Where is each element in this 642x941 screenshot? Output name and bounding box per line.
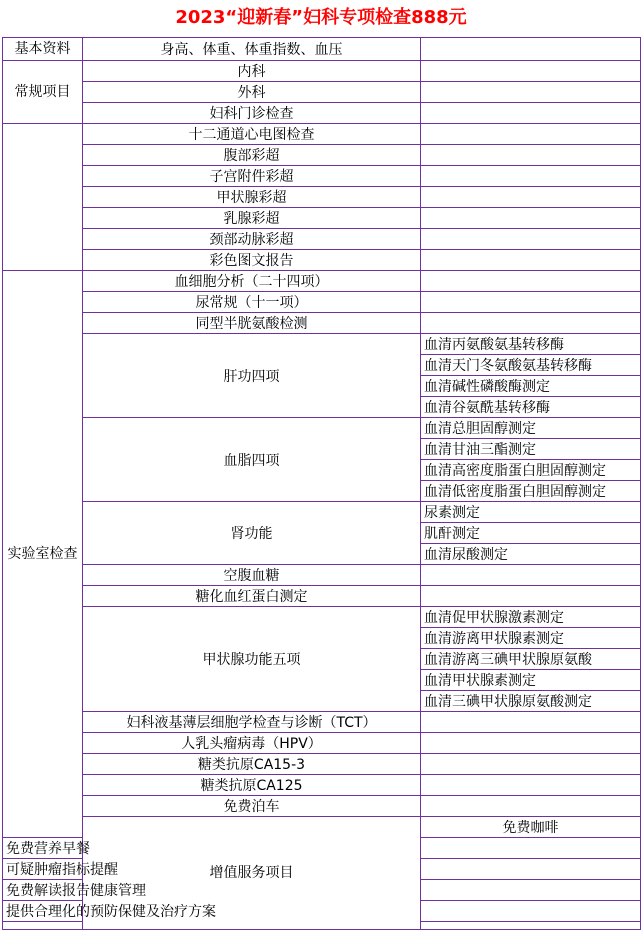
item-ca125: 糖类抗原CA125 <box>83 775 421 796</box>
item-free-breakfast: 免费营养早餐 <box>3 838 83 859</box>
table-row <box>3 124 641 145</box>
table-row <box>3 145 641 166</box>
item-report-interpretation: 免费解读报告健康管理 <box>3 880 83 901</box>
table-row <box>3 313 641 334</box>
table-row <box>3 229 641 250</box>
table-row <box>3 334 641 355</box>
item-fasting-glucose: 空腹血糖 <box>83 565 421 586</box>
detail-alt: 血清丙氨酸氨基转移酶 <box>421 334 641 355</box>
detail-uric-acid: 血清尿酸测定 <box>421 544 641 565</box>
detail-empty <box>421 82 641 103</box>
table-row <box>3 250 641 271</box>
table-row <box>3 418 641 439</box>
category-imaging <box>3 124 83 271</box>
detail-alp: 血清碱性磷酸酶测定 <box>421 376 641 397</box>
table-row <box>3 82 641 103</box>
detail-empty <box>421 250 641 271</box>
detail-empty <box>421 292 641 313</box>
detail-empty <box>421 796 641 817</box>
item-carotid-ultrasound: 颈部动脉彩超 <box>83 229 421 250</box>
detail-empty <box>421 565 641 586</box>
item-homocysteine: 同型半胱氨酸检测 <box>83 313 421 334</box>
detail-ft4: 血清游离甲状腺素测定 <box>421 628 641 649</box>
detail-empty <box>421 586 641 607</box>
item-uterus-ultrasound: 子宫附件彩超 <box>83 166 421 187</box>
detail-ldl: 血清低密度脂蛋白胆固醇测定 <box>421 481 641 502</box>
item-abdominal-ultrasound: 腹部彩超 <box>83 145 421 166</box>
detail-empty <box>421 901 641 922</box>
item-thyroid-ultrasound: 甲状腺彩超 <box>83 187 421 208</box>
table-row <box>3 187 641 208</box>
detail-t4: 血清甲状腺素测定 <box>421 670 641 691</box>
detail-empty <box>421 103 641 124</box>
checkup-table <box>2 37 641 930</box>
item-kidney-function: 肾功能 <box>83 502 421 565</box>
detail-empty <box>421 38 641 61</box>
item-breast-ultrasound: 乳腺彩超 <box>83 208 421 229</box>
page-title: 2023“迎新春”妇科专项检查888元 <box>175 7 467 28</box>
item-surgery: 外科 <box>83 82 421 103</box>
detail-empty <box>421 145 641 166</box>
item-color-report: 彩色图文报告 <box>83 250 421 271</box>
item-prevention-plan: 提供合理化的预防保健及治疗方案 <box>3 901 83 922</box>
item-gyn-clinic: 妇科门诊检查 <box>83 103 421 124</box>
item-basic-measurements: 身高、体重、体重指数、血压 <box>83 38 421 61</box>
table-row <box>3 208 641 229</box>
item-hba1c: 糖化血红蛋白测定 <box>83 586 421 607</box>
detail-empty <box>421 124 641 145</box>
item-tct: 妇科液基薄层细胞学检查与诊断（TCT） <box>83 712 421 733</box>
item-thyroid-function: 甲状腺功能五项 <box>83 607 421 712</box>
table-row <box>3 38 641 61</box>
detail-empty <box>421 775 641 796</box>
detail-urea: 尿素测定 <box>421 502 641 523</box>
table-body <box>3 38 641 930</box>
detail-ggt: 血清谷氨酰基转移酶 <box>421 397 641 418</box>
detail-empty <box>421 208 641 229</box>
item-hpv: 人乳头瘤病毒（HPV） <box>83 733 421 754</box>
table-row <box>3 292 641 313</box>
detail-empty <box>421 61 641 82</box>
detail-tsh: 血清促甲状腺激素测定 <box>421 607 641 628</box>
table-row <box>3 61 641 82</box>
item-tumor-alert: 可疑肿瘤指标提醒 <box>3 859 83 880</box>
table-row <box>3 712 641 733</box>
table-row <box>3 586 641 607</box>
table-row <box>3 817 641 838</box>
detail-tc: 血清总胆固醇测定 <box>421 418 641 439</box>
item-free-parking: 免费泊车 <box>83 796 421 817</box>
detail-ft3: 血清游离三碘甲状腺原氨酸 <box>421 649 641 670</box>
item-empty <box>3 922 83 930</box>
detail-empty <box>421 838 641 859</box>
item-blood-lipids: 血脂四项 <box>83 418 421 502</box>
table-row <box>3 796 641 817</box>
item-free-coffee: 免费咖啡 <box>421 817 641 838</box>
item-liver-function: 肝功四项 <box>83 334 421 418</box>
table-row <box>3 502 641 523</box>
detail-empty <box>421 733 641 754</box>
table-row <box>3 733 641 754</box>
detail-ast: 血清天门冬氨酸氨基转移酶 <box>421 355 641 376</box>
detail-empty <box>421 922 641 930</box>
detail-hdl: 血清高密度脂蛋白胆固醇测定 <box>421 460 641 481</box>
item-urine-routine: 尿常规（十一项） <box>83 292 421 313</box>
category-basic: 基本资料 <box>3 38 83 61</box>
detail-empty <box>421 880 641 901</box>
category-lab: 实验室检查 <box>3 271 83 838</box>
detail-empty <box>421 313 641 334</box>
detail-empty <box>421 229 641 250</box>
detail-empty <box>421 754 641 775</box>
table-row <box>3 607 641 628</box>
detail-empty <box>421 271 641 292</box>
detail-empty <box>421 859 641 880</box>
item-ca15-3: 糖类抗原CA15-3 <box>83 754 421 775</box>
detail-empty <box>421 187 641 208</box>
category-value-added: 增值服务项目 <box>83 817 421 930</box>
table-row <box>3 103 641 124</box>
table-row <box>3 775 641 796</box>
item-blood-count: 血细胞分析（二十四项） <box>83 271 421 292</box>
item-internal-medicine: 内科 <box>83 61 421 82</box>
detail-empty <box>421 166 641 187</box>
table-row <box>3 271 641 292</box>
detail-tg: 血清甘油三酯测定 <box>421 439 641 460</box>
category-routine: 常规项目 <box>3 61 83 124</box>
detail-t3: 血清三碘甲状腺原氨酸测定 <box>421 691 641 712</box>
detail-empty <box>421 712 641 733</box>
table-row <box>3 754 641 775</box>
detail-creatinine: 肌酐测定 <box>421 523 641 544</box>
item-ecg: 十二通道心电图检查 <box>83 124 421 145</box>
table-row <box>3 166 641 187</box>
table-row <box>3 565 641 586</box>
